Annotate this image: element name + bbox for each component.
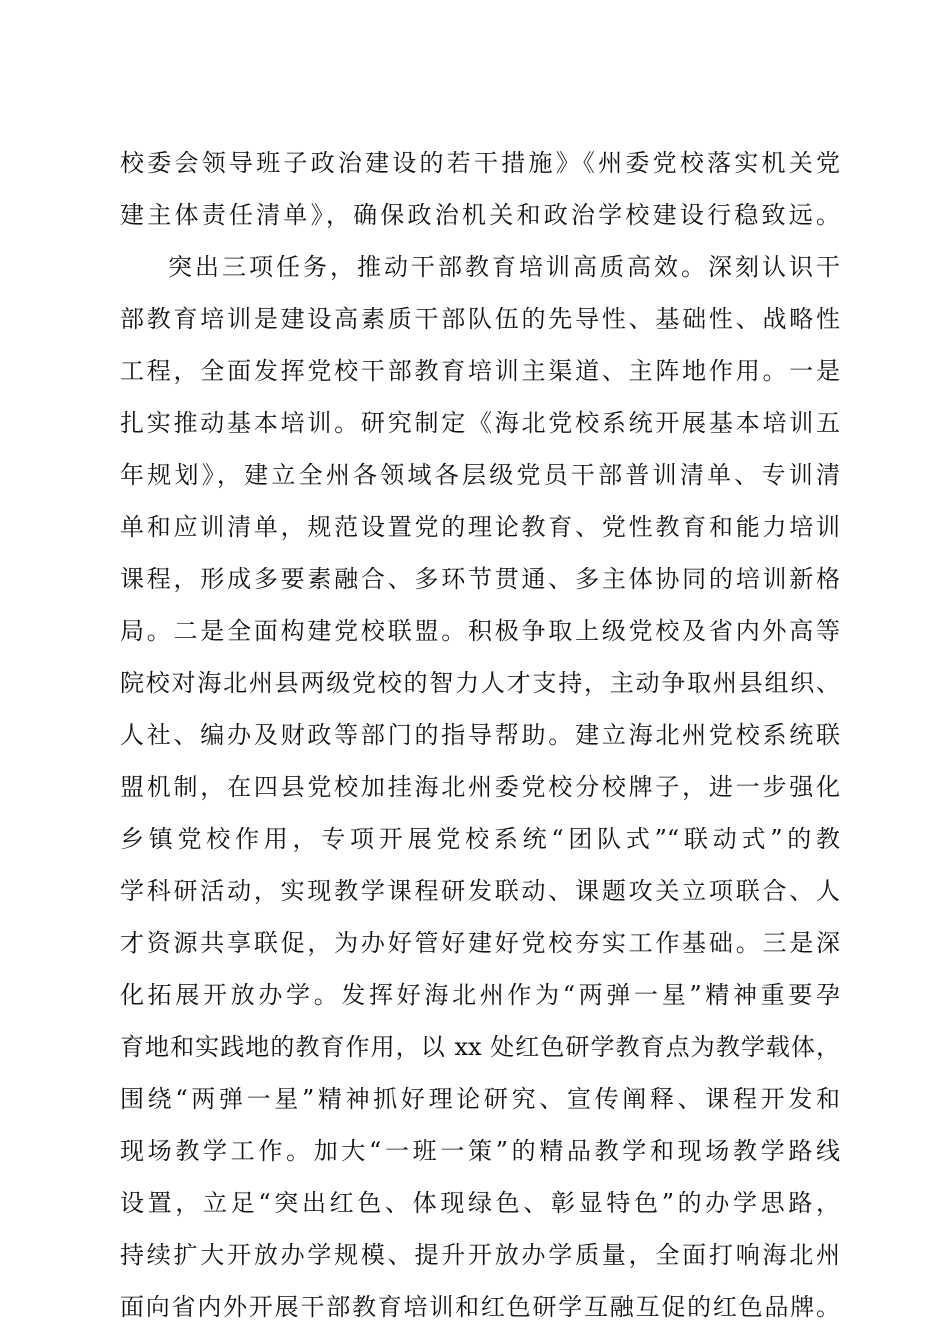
text-line: 学科研活动，实现教学课程研发联动、课题攻关立项联合、人: [120, 877, 840, 905]
text-line: 面向省内外开展干部教育培训和红色研学互融互促的红色品牌。: [120, 1293, 840, 1321]
text-line: 化拓展开放办学。发挥好海北州作为“两弹一星”精神重要孕: [120, 981, 840, 1009]
text-line: 突出三项任务，推动干部教育培训高质高效。深刻认识干: [168, 253, 840, 281]
text-line: 围绕“两弹一星”精神抓好理论研究、宣传阐释、课程开发和: [120, 1085, 840, 1113]
paragraph-2: [120, 241, 840, 1333]
text-line: 院校对海北州县两级党校的智力人才支持，主动争取州县组织、: [120, 669, 840, 697]
text-line: 人社、编办及财政等部门的指导帮助。建立海北州党校系统联: [120, 721, 840, 749]
text-line: 乡镇党校作用，专项开展党校系统“团队式”“联动式”的教: [120, 825, 840, 853]
text-line: 部教育培训是建设高素质干部队伍的先导性、基础性、战略性: [120, 305, 840, 333]
text-line: 局。二是全面构建党校联盟。积极争取上级党校及省内外高等: [120, 617, 840, 645]
text-line: 育地和实践地的教育作用，以 xx 处红色研学教育点为教学载体，: [120, 1033, 840, 1061]
text-line: 盟机制，在四县党校加挂海北州委党校分校牌子，进一步强化: [120, 773, 840, 801]
text-line: 才资源共享联促，为办好管好建好党校夯实工作基础。三是深: [120, 929, 840, 957]
text-line: 设置，立足“突出红色、体现绿色、彰显特色”的办学思路，: [120, 1189, 840, 1217]
text-line: 课程，形成多要素融合、多环节贯通、多主体协同的培训新格: [120, 565, 840, 593]
body-text: [120, 137, 840, 1333]
text-line: 建主体责任清单》，确保政治机关和政治学校建设行稳致远。: [120, 201, 840, 229]
text-line: 持续扩大开放办学规模、提升开放办学质量，全面打响海北州: [120, 1241, 840, 1269]
text-line: 工程，全面发挥党校干部教育培训主渠道、主阵地作用。一是: [120, 357, 840, 385]
text-line: 现场教学工作。加大“一班一策”的精品教学和现场教学路线: [120, 1137, 840, 1165]
text-line: 单和应训清单，规范设置党的理论教育、党性教育和能力培训: [120, 513, 840, 541]
text-line: 校委会领导班子政治建设的若干措施》《州委党校落实机关党: [120, 149, 840, 177]
paragraph-1: [120, 137, 840, 241]
text-line: 年规划》，建立全州各领域各层级党员干部普训清单、专训清: [120, 461, 840, 489]
text-line: 扎实推动基本培训。研究制定《海北党校系统开展基本培训五: [120, 409, 840, 437]
